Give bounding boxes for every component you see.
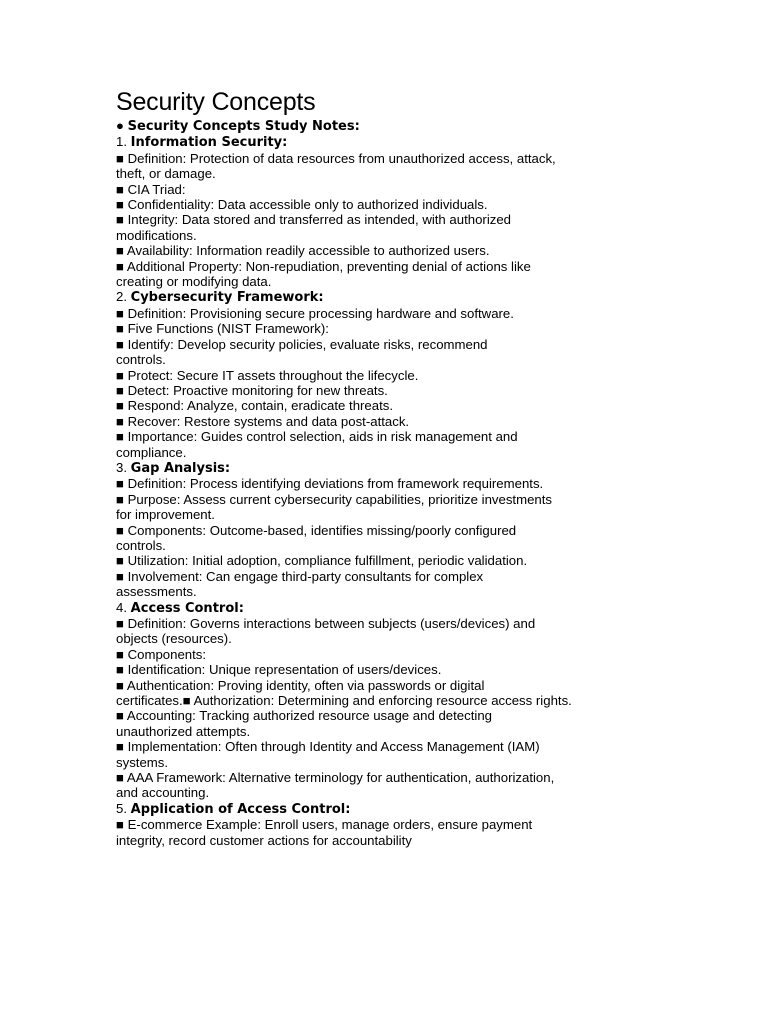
bullet-line: ■ Recover: Restore systems and data post-attack. — [116, 413, 410, 429]
bullet-line: ■ Components: — [116, 646, 207, 662]
continuation-line: controls. — [116, 352, 166, 368]
notes-heading — [116, 118, 616, 134]
document-page — [116, 86, 616, 848]
bullet-line: ■ Implementation: Often through Identity and Access Management (IAM) — [116, 739, 540, 755]
section-number: 2. — [116, 289, 131, 305]
bullet-line: ■ Additional Property: Non-repudiation, preventing denial of actions like — [116, 258, 531, 274]
document-title: Security Concepts — [116, 88, 316, 116]
section-heading — [116, 801, 616, 817]
bullet-line: ■ Authentication: Proving identity, often via passwords or digital — [116, 677, 485, 693]
section-heading — [116, 289, 616, 305]
continuation-line: integrity, record customer actions for accountability — [116, 832, 412, 848]
continuation-line: for improvement. — [116, 507, 215, 523]
bullet-line: ■ Identification: Unique representation of users/devices. — [116, 662, 442, 678]
bullet-line: ■ E-commerce Example: Enroll users, manage orders, ensure payment — [116, 817, 533, 833]
continuation-line: creating or modifying data. — [116, 274, 272, 290]
bullet-line: ■ Definition: Process identifying deviations from framework requirements. — [116, 476, 544, 492]
continuation-line: certificates.■ Authorization: Determining and enforcing resource access rights. — [116, 693, 572, 709]
continuation-line: controls. — [116, 537, 166, 553]
bullet-line: ■ Identify: Develop security policies, evaluate risks, recommend — [116, 336, 488, 352]
section-number: 5. — [116, 800, 131, 816]
continuation-line: systems. — [116, 754, 169, 770]
section-heading — [116, 600, 616, 616]
bullet-line: ■ Protect: Secure IT assets throughout the lifecycle. — [116, 367, 419, 383]
section-heading-text: Information Security: — [130, 135, 288, 151]
document-body — [116, 118, 616, 848]
bullet-line: ■ Confidentiality: Data accessible only to authorized individuals. — [116, 197, 488, 213]
bullet-line: ■ Integrity: Data stored and transferred as intended, with authorized — [116, 212, 512, 228]
bullet-line: ■ Respond: Analyze, contain, eradicate threats. — [116, 398, 394, 414]
section-heading-text: Gap Analysis: — [130, 460, 231, 476]
continuation-line: theft, or damage. — [116, 166, 216, 182]
section-number: 1. — [116, 134, 131, 150]
bullet-line: ■ Purpose: Assess current cybersecurity capabilities, prioritize investments — [116, 491, 552, 507]
continuation-line: and accounting. — [116, 785, 210, 801]
continuation-line: assessments. — [116, 584, 197, 600]
bullet-line: ■ Definition: Provisioning secure processing hardware and software. — [116, 305, 514, 321]
bullet-line: ■ CIA Triad: — [116, 181, 186, 197]
section-number: 3. — [116, 459, 131, 475]
section-heading-text: Access Control: — [130, 600, 244, 616]
bullet-line: ■ Detect: Proactive monitoring for new threats. — [116, 382, 388, 398]
bullet-line: ■ Components: Outcome-based, identifies missing/poorly configured — [116, 522, 517, 538]
bullet-line: ■ Accounting: Tracking authorized resource usage and detecting — [116, 708, 492, 724]
bullet-line: ■ Involvement: Can engage third-party consultants for complex — [116, 568, 484, 584]
section-heading — [116, 134, 616, 150]
continuation-line: unauthorized attempts. — [116, 723, 251, 739]
continuation-line: compliance. — [116, 444, 187, 460]
bullet-line: ■ Five Functions (NIST Framework): — [116, 321, 329, 337]
bullet-line: ■ AAA Framework: Alternative terminology for authentication, authorization, — [116, 770, 555, 786]
section-heading — [116, 460, 616, 476]
section-heading-text: Security Concepts Study Notes: — [127, 119, 360, 134]
section-number: 4. — [116, 599, 131, 615]
bullet-line: ■ Importance: Guides control selection, aids in risk management and — [116, 429, 518, 445]
bullet-dot-icon: ● — [116, 118, 128, 133]
continuation-line: modifications. — [116, 227, 197, 243]
continuation-line: objects (resources). — [116, 631, 232, 647]
section-heading-text: Cybersecurity Framework: — [130, 290, 324, 306]
bullet-line: ■ Availability: Information readily accessible to authorized users. — [116, 243, 490, 259]
bullet-line: ■ Definition: Governs interactions between subjects (users/devices) and — [116, 616, 536, 631]
section-heading-text: Application of Access Control: — [130, 801, 351, 817]
bullet-line: ■ Definition: Protection of data resources from unauthorized access, attack, — [116, 150, 556, 166]
bullet-line: ■ Utilization: Initial adoption, compliance fulfillment, periodic validation. — [116, 553, 528, 569]
